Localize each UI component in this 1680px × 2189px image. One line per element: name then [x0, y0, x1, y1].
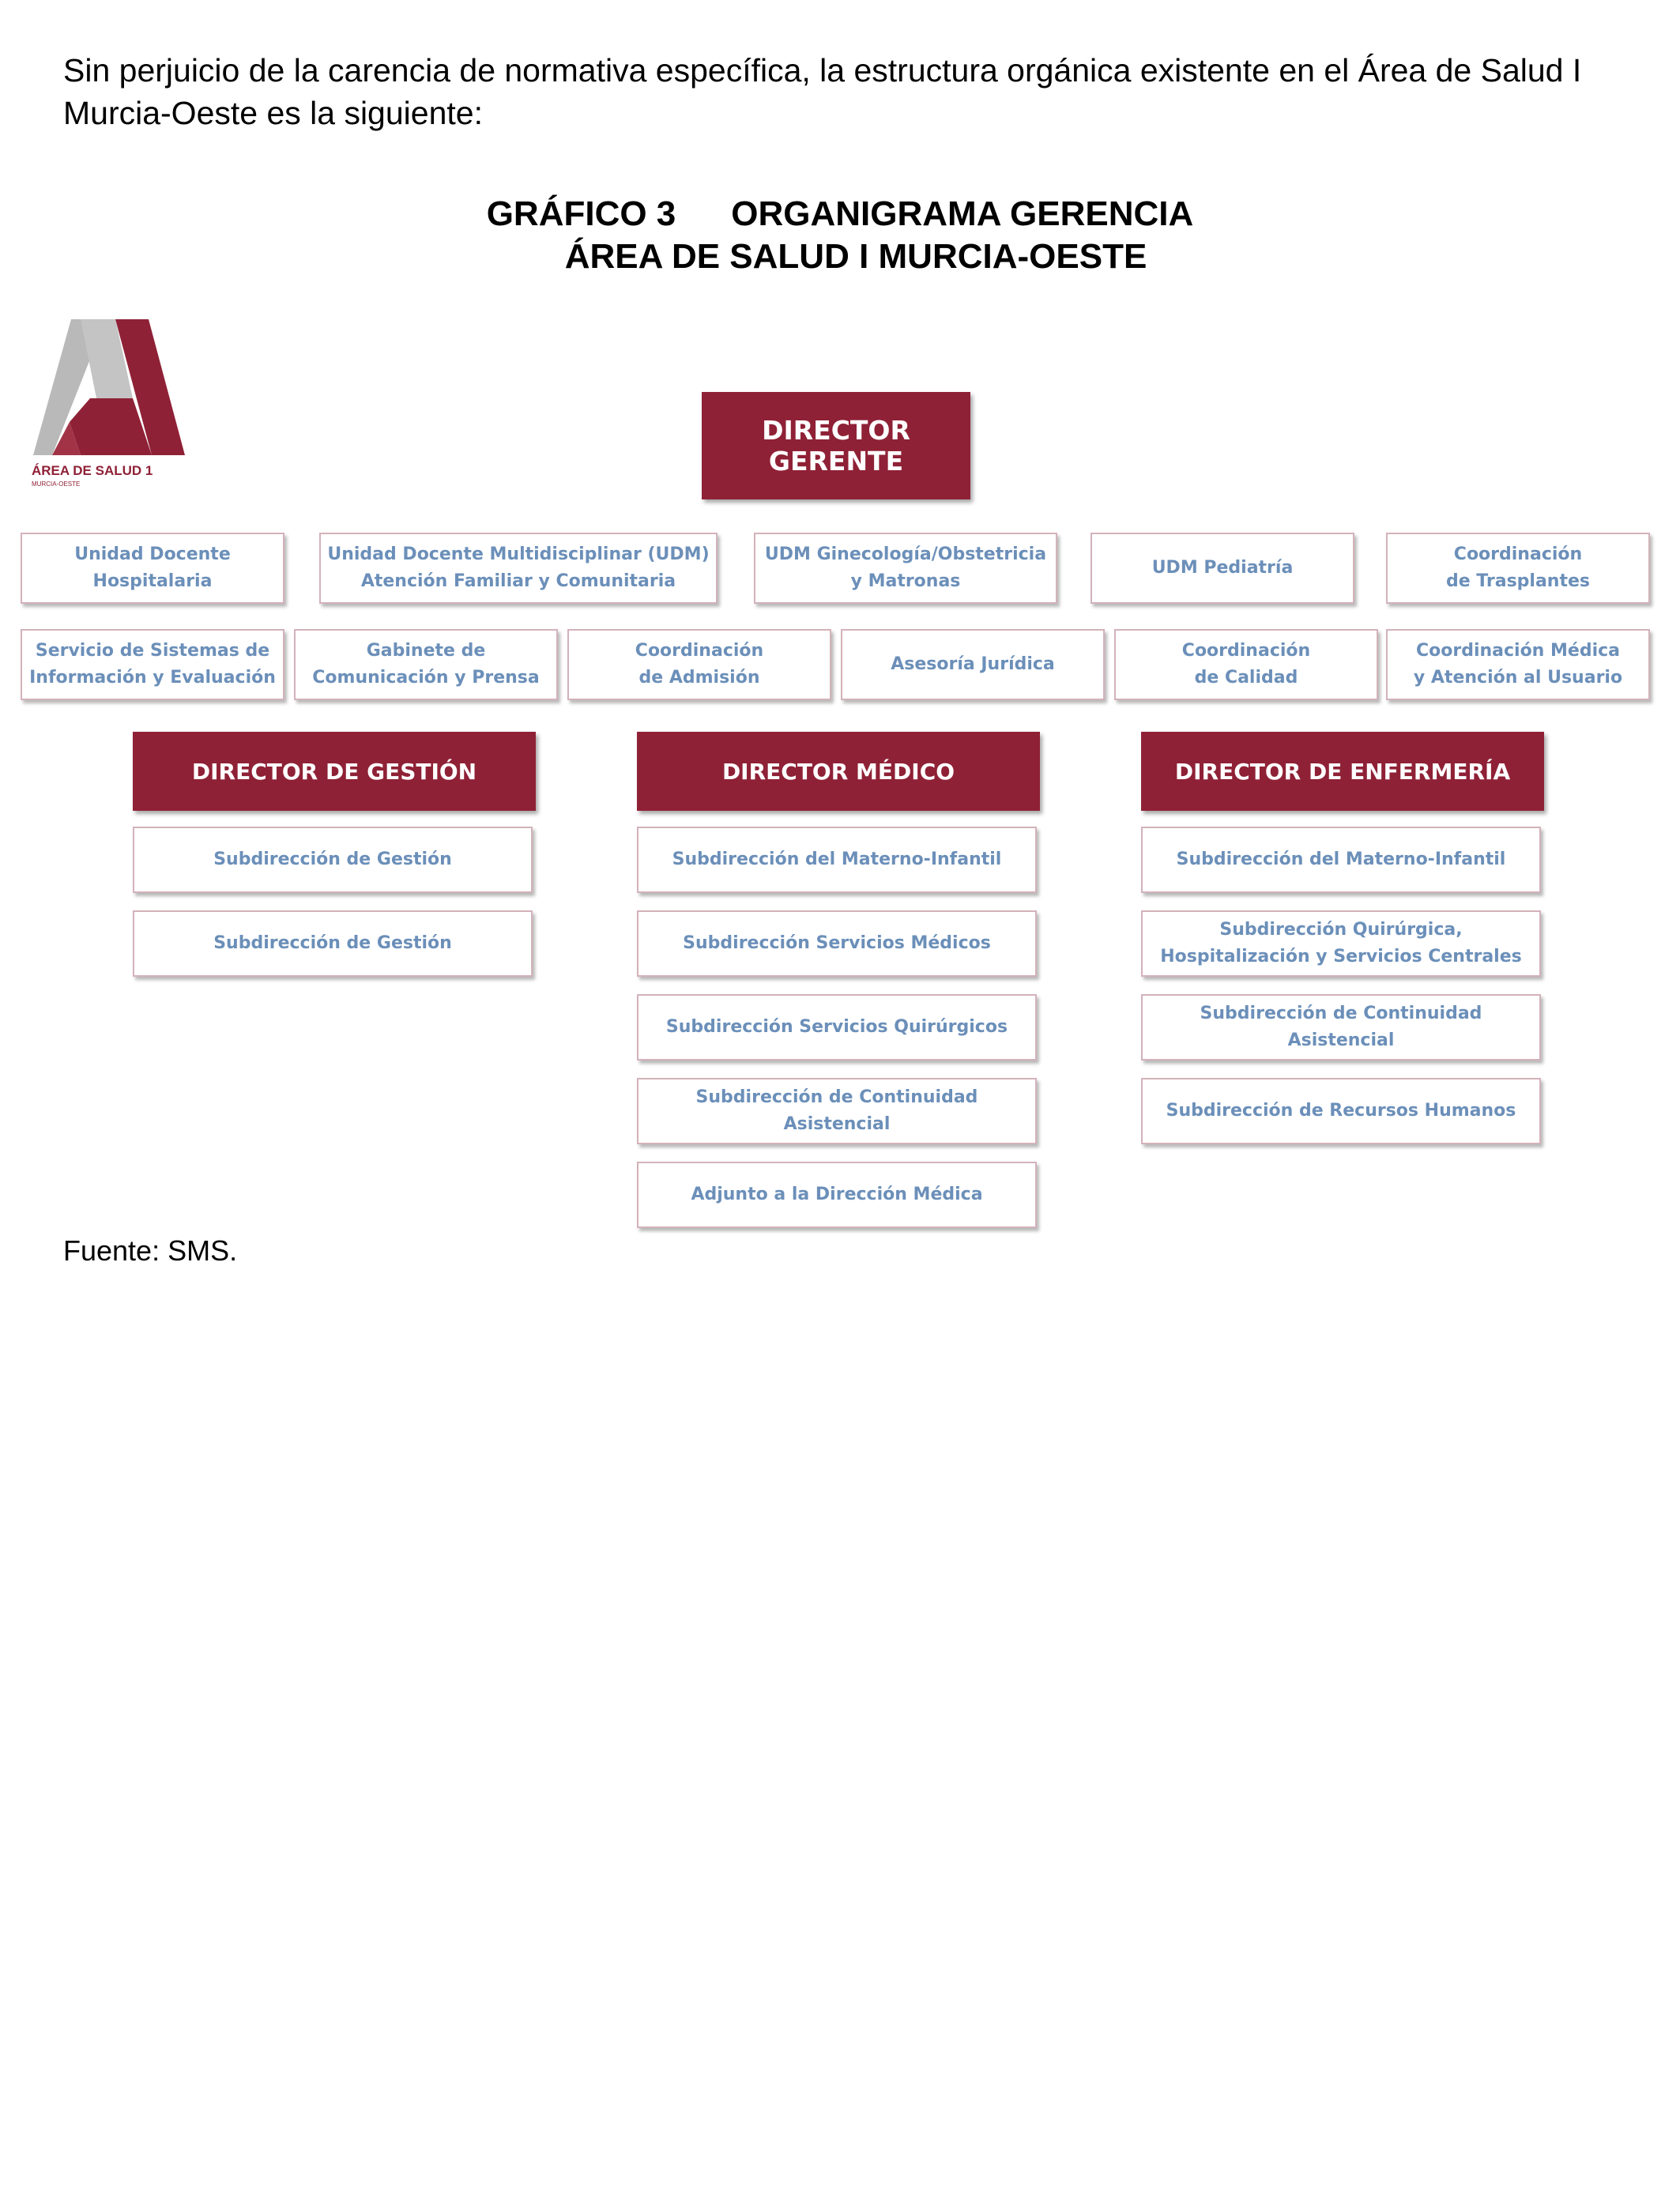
intro-paragraph: Sin perjuicio de la carencia de normativa específica, la estructura orgánica existente en el Área de Salud I Murcia-Oeste es la siguiente: [63, 52, 1582, 131]
figure-title-line1 [0, 193, 1680, 235]
logo-icon [30, 319, 196, 462]
subunit-box: Subdirección del Materno-Infantil [637, 827, 1037, 893]
unit-box: Coordinación de Calidad [1114, 629, 1378, 700]
director-enfermeria-box: DIRECTOR DE ENFERMERÍA [1141, 732, 1544, 811]
unit-box: Gabinete de Comunicación y Prensa [294, 629, 558, 700]
subunit-box: Subdirección Quirúrgica, Hospitalización y Servicios Centrales [1141, 910, 1541, 977]
subunit-box: Subdirección de Recursos Humanos [1141, 1078, 1541, 1144]
subunit-box: Subdirección de Continuidad Asistencial [1141, 994, 1541, 1061]
source-note: Fuente: SMS. [63, 1234, 238, 1267]
unit-box: Unidad Docente Hospitalaria [21, 533, 284, 604]
unit-box: Unidad Docente Multidisciplinar (UDM) Atención Familiar y Comunitaria [319, 533, 718, 604]
unit-box: Coordinación de Trasplantes [1386, 533, 1650, 604]
subunit-box: Subdirección de Gestión [133, 910, 533, 977]
subunit-box: Subdirección de Continuidad Asistencial [637, 1078, 1037, 1144]
unit-box: Coordinación Médica y Atención al Usuario [1386, 629, 1650, 700]
director-gerente-box: DIRECTOR GERENTE [702, 392, 970, 499]
logo-subtitle: MURCIA-OESTE [32, 480, 81, 488]
subunit-box: Subdirección de Gestión [133, 827, 533, 893]
unit-box: Coordinación de Admisión [567, 629, 831, 700]
subunit-box: Subdirección Servicios Médicos [637, 910, 1037, 977]
unit-box: UDM Ginecología/Obstetricia y Matronas [754, 533, 1057, 604]
director-gestion-box: DIRECTOR DE GESTIÓN [133, 732, 536, 811]
figure-label: GRÁFICO 3 [486, 194, 676, 233]
subunit-box: Subdirección Servicios Quirúrgicos [637, 994, 1037, 1061]
unit-box: Asesoría Jurídica [841, 629, 1105, 700]
subunit-box: Adjunto a la Dirección Médica [637, 1162, 1037, 1228]
figure-title: ORGANIGRAMA GERENCIA [731, 194, 1194, 233]
logo-name: ÁREA DE SALUD 1 [32, 463, 153, 478]
area-salud-logo [30, 319, 196, 493]
director-medico-box: DIRECTOR MÉDICO [637, 732, 1040, 811]
subunit-box: Subdirección del Materno-Infantil [1141, 827, 1541, 893]
figure-title-line2: ÁREA DE SALUD I MURCIA-OESTE [564, 237, 1147, 276]
unit-box: Servicio de Sistemas de Información y Evaluación [21, 629, 284, 700]
unit-box: UDM Pediatría [1090, 533, 1354, 604]
